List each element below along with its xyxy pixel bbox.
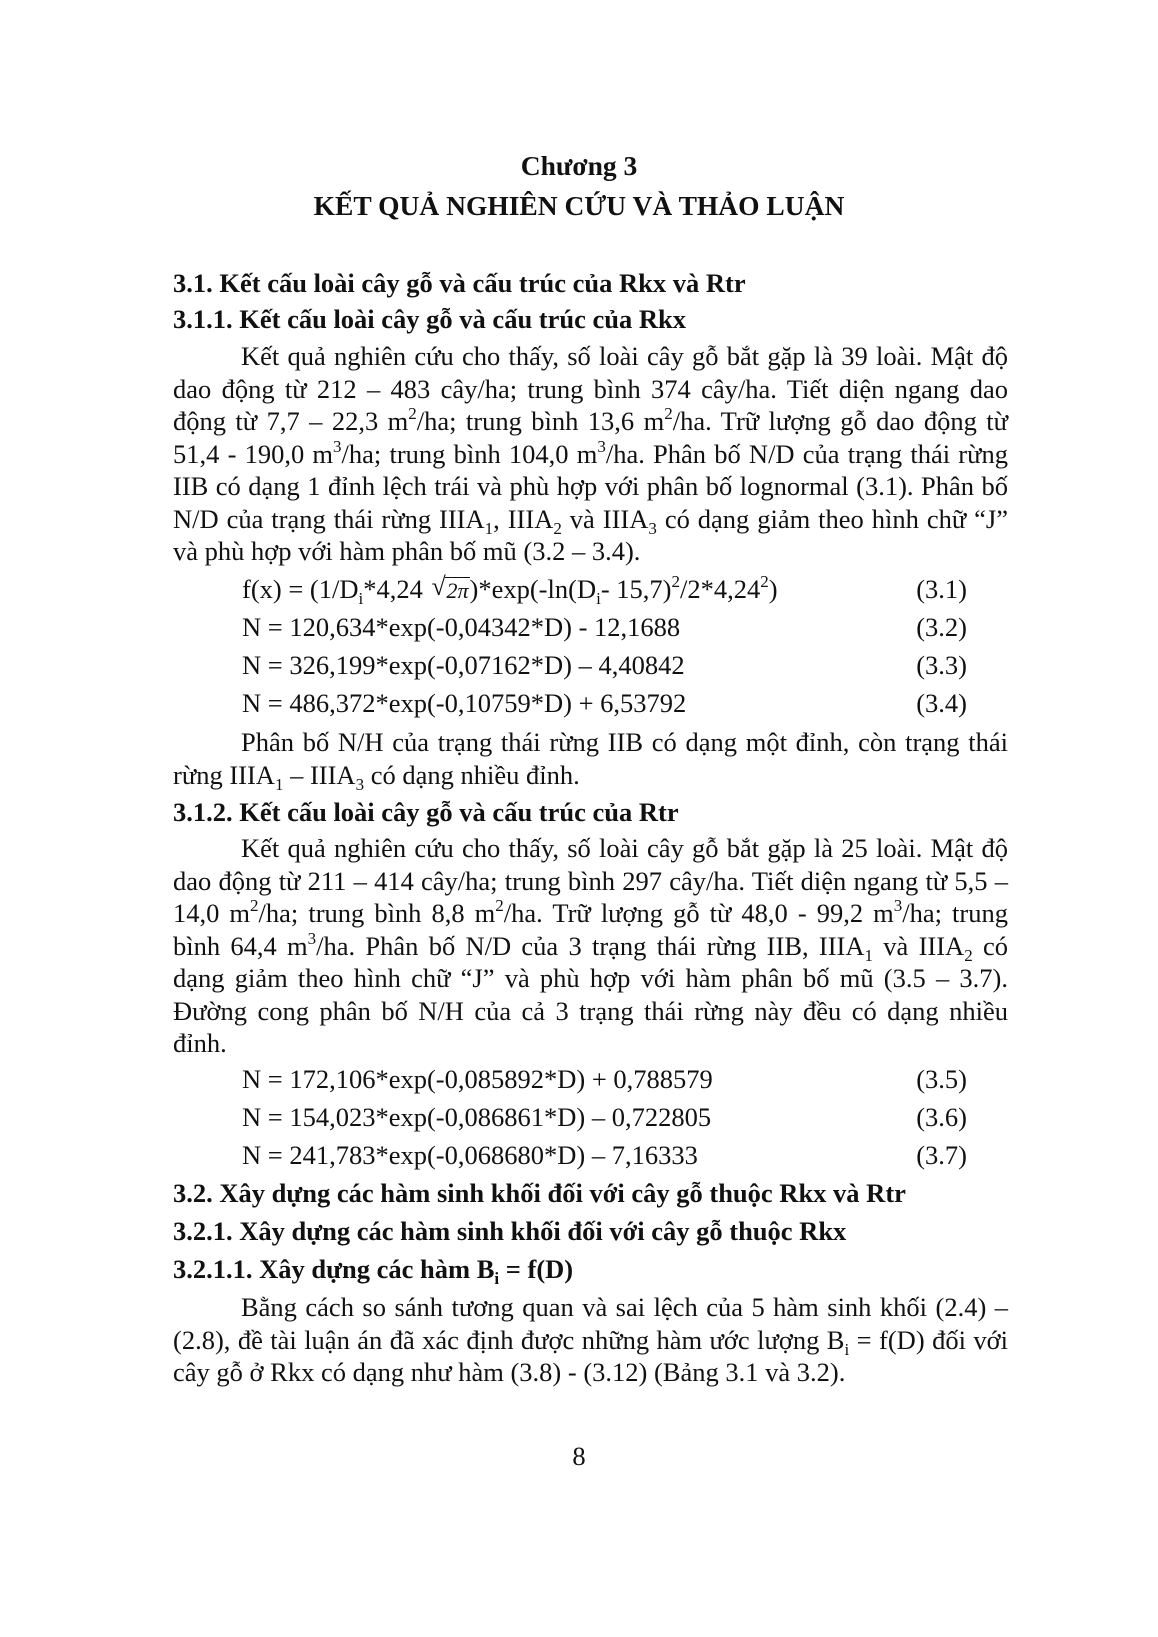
paragraph-rkx-structure: Kết quả nghiên cứu cho thấy, số loài cây gỗ bắt gặp là 39 loài. Mật độ dao động từ 212 – 483 cây/ha; trung bình 374 cây/ha. Tiết diện ngang dao động từ 7,7 – 22,3 $m^2/ha$; trung bình 13,6 $m^2/ha$. Trữ lượng gỗ dao động từ 51,4 - 190,0 $m^3/ha$; trung bình 104,0 $m^3/ha$. Phân bố N/D của trạng thái rừng IIB có dạng 1 đỉnh lệch trái và phù hợp với phân bố lognormal (3.1). Phân bố N/D của trạng thái rừng $IIIA_1$, $IIIA_2$ và $IIIA_3$ có dạng giảm theo hình chữ “J” và phù hợp với hàm phân bố mũ (3.2 – 3.4). [173, 341, 1008, 566]
equation-number: (3.5) [916, 1064, 967, 1094]
chapter-title: KẾT QUẢ NGHIÊN CỨU VÀ THẢO LUẬN [313, 190, 845, 221]
equation-expression: N = 326,199*exp(-0,07162*D) – 4,40842 [242, 650, 685, 680]
section-heading-3-2-1: 3.2.1. Xây dựng các hàm sinh khối đối với cây gỗ thuộc Rkx [173, 1216, 847, 1246]
equation-expression: N = 486,372*exp(-0,10759*D) + 6,53792 [242, 688, 687, 718]
equation-number: (3.2) [916, 612, 967, 642]
page-number: 8 [572, 1441, 586, 1471]
equation-expression: N = 172,106*exp(-0,085892*D) + 0,788579 [242, 1064, 713, 1094]
equation-number: (3.7) [916, 1140, 967, 1170]
section-heading-3-1: 3.1. Kết cấu loài cây gỗ và cấu trúc của Rkx và Rtr [173, 268, 746, 298]
section-heading-3-1-2: 3.1.2. Kết cấu loài cây gỗ và cấu trúc của Rtr [173, 797, 679, 827]
equation-3-7 [242, 1139, 967, 1172]
paragraph-rtr-structure: Kết quả nghiên cứu cho thấy, số loài cây gỗ bắt gặp là 25 loài. Mật độ dao động từ 211 – 414 cây/ha; trung bình 297 cây/ha. Tiết diện ngang từ 5,5 – 14,0 $m^2/ha$; trung bình 8,8 $m^2/ha$. Trữ lượng gỗ từ 48,0 - 99,2 $m^3/ha$; trung bình 64,4 $m^3/ha$. Phân bố N/D của 3 trạng thái rừng IIB, $IIIA_1$ và $IIIA_2$ có dạng giảm theo hình chữ “J” và phù hợp với hàm phân bố mũ (3.5 – 3.7). Đường cong phân bố N/H của cả 3 trạng thái rừng này đều có dạng nhiều đỉnh. [173, 833, 1008, 1058]
equation-number: (3.6) [916, 1102, 967, 1132]
equation-number: (3.4) [916, 688, 967, 718]
equation-expression: N = 120,634*exp(-0,04342*D) - 12,1688 [242, 612, 681, 642]
equation-3-2 [242, 611, 967, 644]
chapter-number: Chương 3 [520, 150, 638, 181]
sqrt-symbol: √ 2π [431, 572, 469, 603]
equation-3-5 [242, 1063, 967, 1096]
equation-expression: N = 241,783*exp(-0,068680*D) – 7,16333 [242, 1140, 698, 1170]
equation-number: (3.3) [916, 650, 967, 680]
section-heading-3-1-1: 3.1.1. Kết cấu loài cây gỗ và cấu trúc của Rkx [173, 304, 687, 334]
equation-number: (3.1) [916, 574, 967, 604]
equation-expression: $f(x) = (1/D_i*4,24$ √ $2\pi)*\exp(-\ln(D_i-$ 15,7)$^2$/2*4,24$^2$) [242, 572, 778, 608]
equation-3-1 [242, 573, 967, 606]
equation-expression: N = 154,023*exp(-0,086861*D) – 0,722805 [242, 1102, 712, 1132]
equation-3-4 [242, 687, 967, 720]
paragraph-rkx-height-distribution: Phân bố N/H của trạng thái rừng IIB có dạng một đỉnh, còn trạng thái rừng $IIIA_1$ – $IIIA_3$ có dạng nhiều đỉnh. [173, 727, 1008, 794]
equation-3-3 [242, 649, 967, 682]
equation-3-6 [242, 1101, 967, 1134]
section-heading-3-2-1-1: 3.2.1.1. Xây dựng các hàm $B_i = f(D)$ [173, 1254, 574, 1288]
section-heading-3-2: 3.2. Xây dựng các hàm sinh khối đối với cây gỗ thuộc Rkx và Rtr [173, 1178, 906, 1208]
paragraph-biomass-functions: Bằng cách so sánh tương quan và sai lệch của 5 hàm sinh khối (2.4) – (2.8), đề tài luận án đã xác định được những hàm ước lượng $B_i = f(D)$ đối với cây gỗ ở Rkx có dạng như hàm (3.8) - (3.12) (Bảng 3.1 và 3.2). [173, 1292, 1008, 1387]
